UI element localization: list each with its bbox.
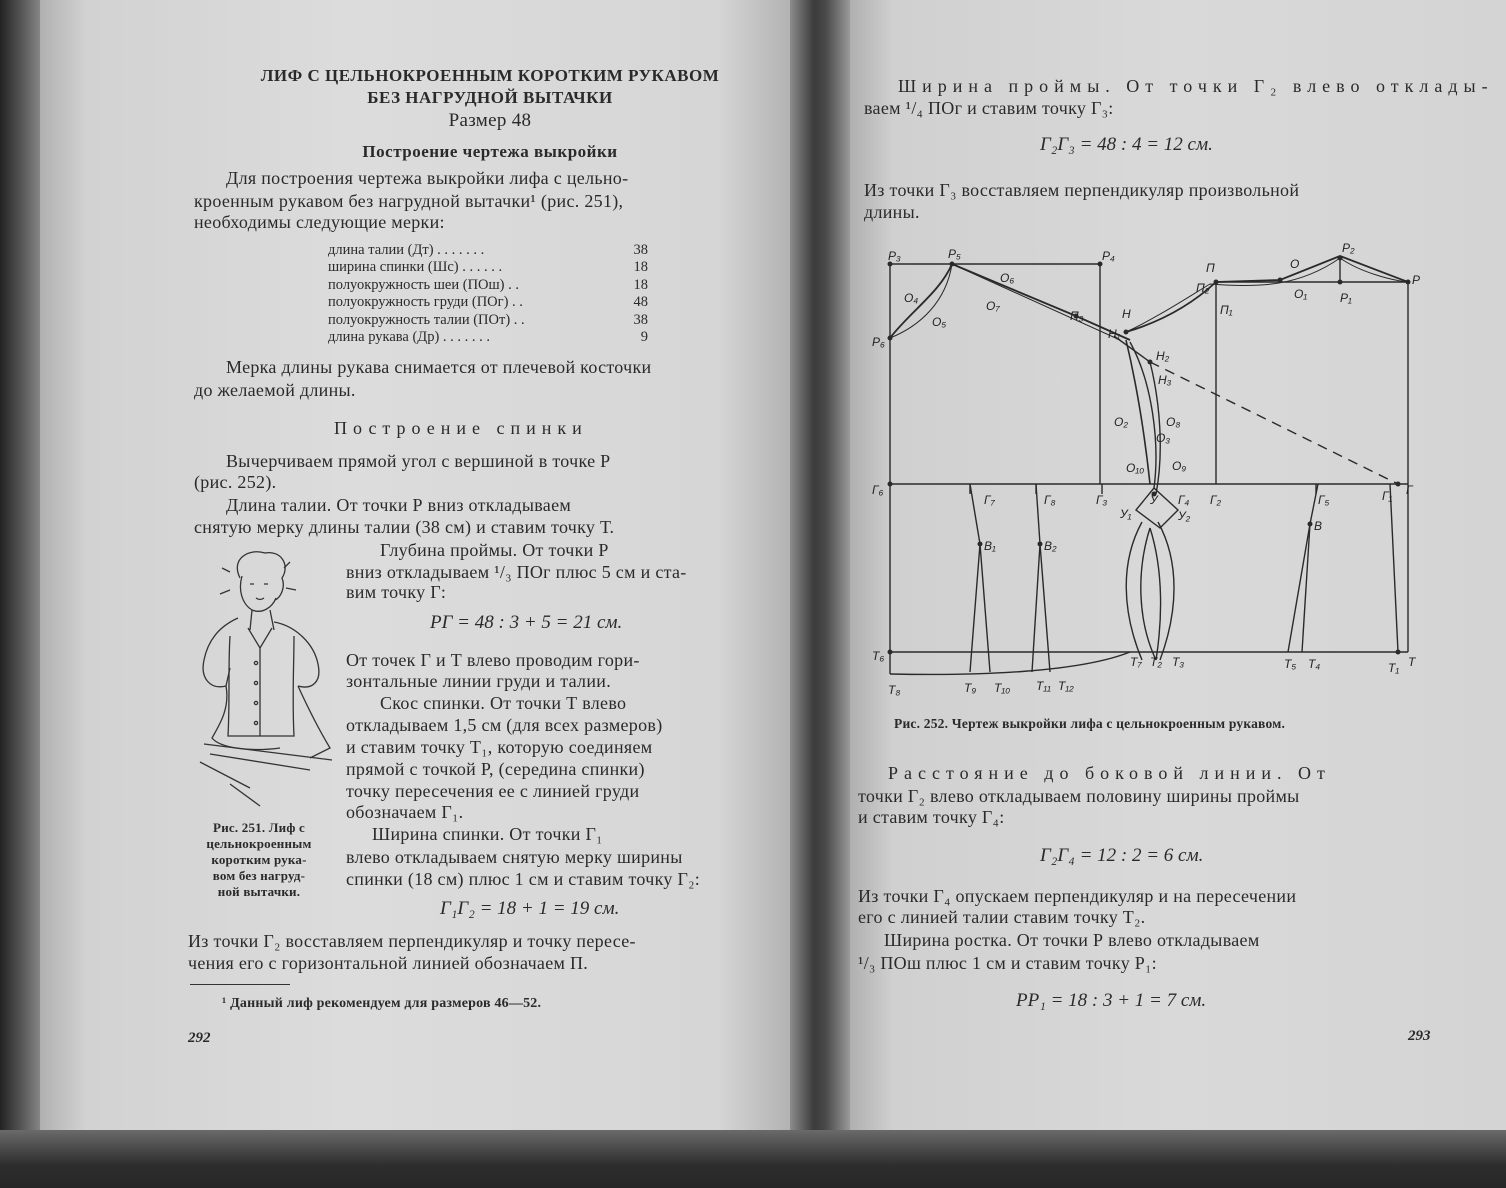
label-T6: Т₆: [872, 649, 885, 663]
label-O2: О₂: [1114, 415, 1128, 429]
section-heading-1: Построение чертежа выкройки: [362, 142, 618, 161]
p1-line-1: Для построения чертежа выкройки лифа с цельно-: [226, 168, 629, 188]
background-bottom: [0, 1130, 1506, 1188]
r-p5-line-2: ¹/₃ ПОш плюс 1 см и ставим точку Р₁:: [858, 953, 1157, 973]
formula-pg: РГ = 48 : 3 + 5 = 21 см.: [430, 612, 623, 633]
p9-line-2: чения его с горизонтальной линией обозначаем П.: [188, 953, 589, 973]
label-G8: Г₈: [1044, 493, 1056, 507]
fig252-caption: Рис. 252. Чертеж выкройки лифа с цельнокроенным рукавом.: [894, 716, 1286, 731]
p1-line-2: кроенным рукавом без нагрудной вытачки¹ (рис. 251),: [194, 191, 624, 211]
formula-g2g4: Г₂Г₄ = 12 : 2 = 6 см.: [1040, 845, 1204, 866]
label-U: У: [1150, 493, 1158, 507]
label-G4: Г₄: [1178, 493, 1190, 507]
label-P: Р: [1412, 273, 1421, 287]
fig251-caption-5: ной вытачки.: [217, 884, 301, 899]
label-O5: О₅: [932, 315, 947, 329]
p7-line-2: откладываем 1,5 см (для всех размеров): [346, 715, 663, 735]
fig252-pattern-drawing: [860, 232, 1440, 712]
r-p4-line-1: Из точки Г₄ опускаем перпендикуляр и на пересечении: [858, 886, 1297, 906]
label-O9: О₉: [1172, 459, 1187, 473]
p7-line-1: Скос спинки. От точки Т влево: [380, 693, 627, 713]
label-O3: О₃: [1156, 431, 1171, 445]
label-G2: Г₂: [1210, 493, 1222, 507]
label-P6: Р₆: [872, 335, 885, 349]
fig251-caption-2: цельнокроенным: [206, 836, 312, 851]
label-G7: Г₇: [984, 493, 995, 507]
p6-line-1: От точек Г и Т влево проводим гори-: [346, 650, 640, 670]
label-U2: У₂: [1178, 509, 1191, 523]
p3-line-2: (рис. 252).: [194, 472, 277, 492]
p5-line-2: вниз откладываем ¹/₃ ПОг плюс 5 см и ста-: [346, 562, 687, 582]
book-gutter: [790, 0, 850, 1160]
label-G3: Г₃: [1096, 493, 1108, 507]
measure-row: ширина спинки (Шс) . . . . . . 18: [328, 259, 648, 275]
label-Pi2: П₂: [1196, 281, 1210, 295]
label-O10: О₁₀: [1126, 461, 1145, 475]
p2-line-1: Мерка длины рукава снимается от плечевой косточки: [226, 357, 652, 377]
r-p5-line-1: Ширина ростка. От точки Р влево откладываем: [884, 930, 1260, 950]
p7-line-3: и ставим точку Т₁, которую соединяем: [346, 737, 653, 757]
label-P3: Р₃: [888, 249, 901, 263]
measure-row: полуокружность талии (ПОт) . . 38: [328, 312, 648, 328]
label-Pi1: П₁: [1220, 303, 1233, 317]
r-p1-line-1: Ширина проймы. От точки Г₂ влево отклады-: [898, 76, 1494, 96]
r-p1-line-2: ваем ¹/₄ ПОг и ставим точку Г₃:: [864, 98, 1114, 118]
label-T8: Т₈: [888, 683, 901, 697]
p6-line-2: зонтальные линии груди и талии.: [346, 671, 612, 691]
title-line-1: ЛИФ С ЦЕЛЬНОКРОЕННЫМ КОРОТКИМ РУКАВОМ: [260, 66, 720, 85]
label-O6: О₆: [1000, 271, 1015, 285]
footnote: ¹ Данный лиф рекомендуем для размеров 46—52.: [222, 996, 542, 1011]
label-P1: Р₁: [1340, 291, 1352, 305]
section-heading-2: Построение спинки: [334, 418, 588, 438]
r-p3-line-3: и ставим точку Г₄:: [858, 807, 1005, 827]
r-p3-line-1: Расстояние до боковой линии. От: [888, 763, 1331, 783]
p8-line-2: влево откладываем снятую мерку ширины: [346, 847, 683, 867]
label-T4: Т₄: [1308, 657, 1321, 671]
p7-line-6: обозначаем Г₁.: [346, 802, 464, 822]
label-B2: В₂: [1044, 539, 1057, 553]
formula-g2g3: Г₂Г₃ = 48 : 4 = 12 см.: [1040, 134, 1213, 155]
measure-row: длина рукава (Др) . . . . . . . 9: [328, 329, 648, 345]
fig251-caption-4: вом без нагруд-: [212, 868, 306, 883]
r-p2-line-2: длины.: [864, 202, 920, 222]
size-heading: Размер 48: [448, 110, 532, 131]
page-number-right: 293: [1408, 1028, 1431, 1044]
p7-line-4: прямой с точкой Р, (середина спинки): [346, 759, 645, 779]
p5-line-1: Глубина проймы. От точки Р: [380, 540, 609, 560]
p5-line-3: вим точку Г:: [346, 582, 447, 602]
title-line-2: БЕЗ НАГРУДНОЙ ВЫТАЧКИ: [367, 88, 613, 107]
p7-line-5: точку пересечения ее с линией груди: [346, 781, 640, 801]
r-p4-line-2: его с линией талии ставим точку Т₂.: [858, 907, 1146, 927]
page-number-left: 292: [188, 1030, 211, 1046]
label-T11: Т₁₁: [1036, 679, 1051, 693]
footnote-rule: [190, 984, 290, 985]
label-Pi: П: [1206, 261, 1215, 275]
label-T10: Т₁₀: [994, 681, 1011, 695]
measure-row: длина талии (Дт) . . . . . . . 38: [328, 242, 648, 258]
formula-g1g2: Г₁Г₂ = 18 + 1 = 19 см.: [440, 898, 620, 919]
label-G1: Г₁: [1382, 489, 1393, 503]
label-H2: Н₂: [1156, 349, 1170, 363]
label-T3: Т₃: [1172, 655, 1185, 669]
label-B1: В₁: [984, 539, 996, 553]
label-P5: Р₅: [948, 247, 961, 261]
label-H3: Н₃: [1158, 373, 1172, 387]
p4-line-1: Длина талии. От точки Р вниз откладываем: [226, 495, 572, 515]
label-O4: О₄: [904, 291, 919, 305]
fig251-caption-1: Рис. 251. Лиф с: [213, 820, 305, 835]
p3-line-1: Вычерчиваем прямой угол с вершиной в точке Р: [226, 451, 611, 471]
label-O1: О₁: [1294, 287, 1308, 301]
label-T: Т: [1408, 655, 1416, 669]
label-O8: О₈: [1166, 415, 1181, 429]
label-O: О: [1290, 257, 1300, 271]
label-P2: Р₂: [1342, 241, 1355, 255]
formula-pp1: РР₁ = 18 : 3 + 1 = 7 см.: [1016, 990, 1207, 1011]
fig251-caption-3: коротким рука-: [211, 852, 307, 867]
label-B: В: [1314, 519, 1323, 533]
fig251-illustration: [190, 548, 340, 818]
label-T7: Т₇: [1130, 655, 1142, 669]
label-Pi3: П₃: [1070, 309, 1084, 323]
measure-row: полуокружность шеи (ПОш) . . 18: [328, 277, 648, 293]
label-T9: Т₉: [964, 681, 977, 695]
label-U1: У₁: [1120, 507, 1132, 521]
label-T1: Т₁: [1388, 661, 1400, 675]
r-p2-line-1: Из точки Г₃ восставляем перпендикуляр произвольной: [864, 180, 1300, 200]
p1-line-3: необходимы следующие мерки:: [194, 212, 445, 232]
p8-line-1: Ширина спинки. От точки Г₁: [372, 824, 603, 844]
label-G6: Г₆: [872, 483, 884, 497]
label-H1: Н₁: [1108, 327, 1121, 341]
label-G5: Г₅: [1318, 493, 1330, 507]
r-p3-line-2: точки Г₂ влево откладываем половину ширины проймы: [858, 786, 1300, 806]
p2-line-2: до желаемой длины.: [194, 380, 356, 400]
label-P4: Р₄: [1102, 249, 1115, 263]
label-H: Н: [1122, 307, 1131, 321]
p4-line-2: снятую мерку длины талии (38 см) и ставим точку Т.: [194, 517, 615, 537]
label-T12: Т₁₂: [1058, 679, 1074, 693]
measure-row: полуокружность груди (ПОг) . . 48: [328, 294, 648, 310]
label-O7: О₇: [986, 299, 1000, 313]
p8-line-3: спинки (18 см) плюс 1 см и ставим точку Г₂:: [346, 869, 701, 889]
p9-line-1: Из точки Г₂ восставляем перпендикуляр и точку пересе-: [188, 931, 636, 951]
label-T5: Т₅: [1284, 657, 1297, 671]
label-T2: Т₂: [1150, 655, 1162, 669]
label-G: Г: [1406, 483, 1413, 497]
